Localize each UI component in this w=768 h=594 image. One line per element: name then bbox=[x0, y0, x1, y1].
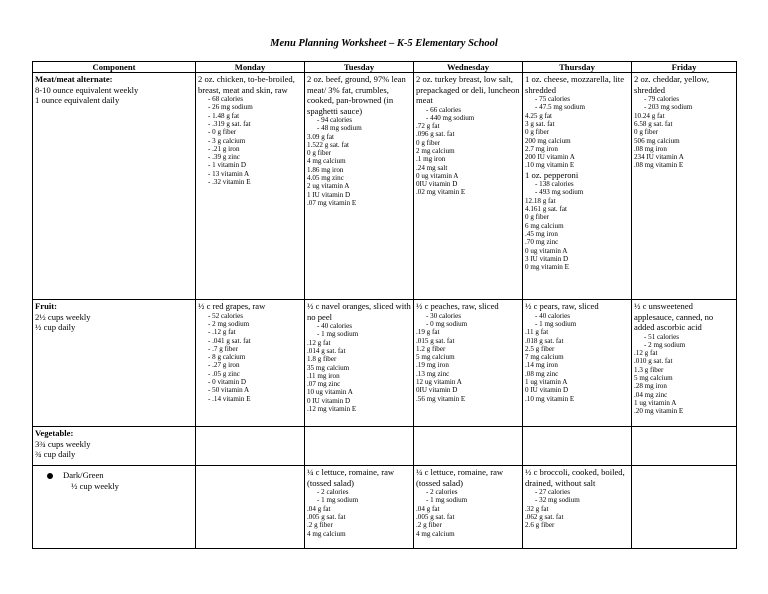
nutrient-value: 4.25 g fat bbox=[525, 111, 552, 120]
food-item: ¼ c lettuce, romaine, raw (tossed salad) bbox=[307, 467, 395, 488]
vegetable-wednesday-cell bbox=[414, 427, 523, 466]
nutrient-value: .12 g fat bbox=[634, 349, 658, 358]
nutrient-detail: - 48 mg sodium bbox=[307, 124, 411, 132]
nutrient-detail: - 40 calories bbox=[307, 322, 411, 330]
bullet-icon bbox=[47, 473, 53, 479]
food-item: ½ c unsweetened applesauce, canned, no added ascorbic acid bbox=[634, 301, 714, 333]
nutrient-detail: - .7 g fiber bbox=[198, 345, 302, 353]
nutrient-detail: - 2 mg sodium bbox=[634, 341, 734, 349]
nutrient-value: 35 mg calcium bbox=[307, 363, 350, 372]
nutrient-value: 200 mg calcium bbox=[525, 136, 571, 145]
nutrient-value: .015 g sat. fat bbox=[416, 336, 455, 345]
nutrient-value: .018 g sat. fat bbox=[525, 336, 564, 345]
nutrient-detail: - 2 mg sodium bbox=[198, 320, 302, 328]
nutrient-value: 1 ug vitamin A bbox=[634, 398, 677, 407]
nutrient-value: 234 IU vitamin A bbox=[634, 153, 684, 162]
fruit-wednesday-cell bbox=[414, 300, 523, 427]
vegetable-note: 3¾ cups weekly bbox=[35, 438, 91, 449]
nutrient-value: 4 mg calcium bbox=[416, 529, 455, 538]
nutrient-value: .12 mg vitamin E bbox=[307, 405, 357, 414]
nutrient-value: 506 mg calcium bbox=[634, 136, 680, 145]
nutrient-value: 10.24 g fat bbox=[634, 111, 665, 120]
nutrient-value: 7 mg calcium bbox=[525, 353, 564, 362]
nutrient-value: 6.58 g sat. fat bbox=[634, 120, 673, 128]
nutrient-value: 0 IU vitamin D bbox=[525, 386, 569, 395]
vegetable-friday-cell bbox=[632, 427, 737, 466]
nutrient-value: .005 g sat. fat bbox=[307, 513, 346, 521]
nutrient-detail: - 47.5 mg sodium bbox=[525, 103, 629, 111]
nutrient-detail: - 0 mg sodium bbox=[416, 320, 520, 328]
meat-wednesday-cell bbox=[414, 73, 523, 300]
nutrient-detail: - 0 g fiber bbox=[198, 128, 302, 136]
dark-green-note: ½ cup weekly bbox=[71, 480, 119, 491]
nutrient-value: .02 mg vitamin E bbox=[416, 188, 466, 197]
nutrient-value: 10 ug vitamin A bbox=[307, 388, 353, 397]
nutrient-value: .08 mg zinc bbox=[525, 369, 559, 378]
nutrient-value: 4.05 mg zinc bbox=[307, 174, 344, 182]
nutrient-value: .11 mg iron bbox=[307, 371, 340, 380]
meat-monday-cell bbox=[196, 73, 305, 300]
nutrient-value: .04 g fat bbox=[416, 504, 440, 513]
nutrient-value: 2.5 g fiber bbox=[525, 344, 555, 353]
nutrient-value: 3 g sat. fat bbox=[525, 120, 555, 128]
meat-thursday-cell bbox=[523, 73, 632, 300]
nutrient-value: 0 g fiber bbox=[307, 149, 332, 158]
food-item: ½ c peaches, raw, sliced bbox=[416, 301, 499, 312]
nutrient-value: .72 g fat bbox=[416, 122, 440, 131]
dark-green-label: Dark/Green bbox=[63, 470, 104, 481]
nutrient-value: 4 mg calcium bbox=[307, 529, 346, 538]
nutrient-value: .10 mg vitamin E bbox=[525, 394, 575, 403]
nutrient-value: .20 mg vitamin E bbox=[634, 407, 684, 416]
fruit-tuesday-cell bbox=[305, 300, 414, 427]
nutrient-value: .010 g sat. fat bbox=[634, 357, 673, 366]
nutrient-value: 1.8 g fiber bbox=[307, 355, 337, 364]
nutrient-value: .005 g sat. fat bbox=[416, 513, 455, 521]
dark-green-wednesday-cell bbox=[414, 466, 523, 549]
food-item: ¼ c lettuce, romaine, raw (tossed salad) bbox=[416, 467, 504, 488]
nutrient-detail: - .14 vitamin E bbox=[198, 395, 302, 403]
nutrient-value: 6 mg calcium bbox=[525, 221, 564, 230]
food-item: 2 oz. cheddar, yellow, shredded bbox=[634, 74, 709, 95]
nutrient-detail: - 66 calories bbox=[416, 106, 520, 114]
meat-label: Meat/meat alternate: bbox=[35, 74, 113, 85]
dark-green-component-cell bbox=[33, 466, 196, 549]
nutrient-value: 0IU vitamin D bbox=[416, 180, 458, 189]
fruit-note: ½ cup daily bbox=[35, 322, 76, 333]
nutrient-detail: - 30 calories bbox=[416, 312, 520, 320]
food-item: ½ c pears, raw, sliced bbox=[525, 301, 599, 312]
nutrient-value: .07 mg zinc bbox=[307, 380, 341, 389]
nutrient-detail: - .21 g iron bbox=[198, 145, 302, 153]
nutrient-detail: - 203 mg sodium bbox=[634, 103, 734, 111]
nutrient-detail: - 1 mg sodium bbox=[416, 496, 520, 504]
nutrient-value: .096 g sat. fat bbox=[416, 130, 455, 139]
nutrient-detail: - .27 g iron bbox=[198, 361, 302, 369]
meat-tuesday-cell bbox=[305, 73, 414, 300]
nutrient-value: .56 mg vitamin E bbox=[416, 394, 466, 403]
nutrient-value: .19 g fat bbox=[416, 328, 440, 337]
nutrient-detail: - 2 calories bbox=[416, 488, 520, 496]
worksheet-title: Menu Planning Worksheet – K-5 Elementary School bbox=[270, 38, 498, 49]
nutrient-value: .70 mg zinc bbox=[525, 238, 559, 247]
nutrient-value: 2 ug vitamin A bbox=[307, 182, 350, 191]
food-item: ½ c navel oranges, sliced with no peel bbox=[307, 301, 411, 322]
nutrient-detail: - 493 mg sodium bbox=[525, 188, 629, 196]
fruit-note: 2½ cups weekly bbox=[35, 311, 91, 322]
nutrient-detail: - 52 calories bbox=[198, 312, 302, 320]
dark-green-thursday-cell bbox=[523, 466, 632, 549]
fruit-friday-cell bbox=[632, 300, 737, 427]
nutrient-value: .24 mg salt bbox=[416, 163, 448, 172]
header-wednesday: Wednesday bbox=[414, 62, 523, 73]
nutrient-detail: - .041 g sat. fat bbox=[198, 337, 302, 345]
nutrient-value: .07 mg vitamin E bbox=[307, 198, 357, 207]
nutrient-detail: - 75 calories bbox=[525, 95, 629, 103]
fruit-thursday-cell bbox=[523, 300, 632, 427]
fruit-component-cell bbox=[33, 300, 196, 427]
nutrient-detail: - 68 calories bbox=[198, 95, 302, 103]
nutrient-value: 0 g fiber bbox=[634, 128, 659, 137]
nutrient-detail: - 1 mg sodium bbox=[307, 496, 411, 504]
header-monday: Monday bbox=[196, 62, 305, 73]
meat-note: 1 ounce equivalent daily bbox=[35, 95, 120, 106]
nutrient-value: 0 g fiber bbox=[525, 213, 550, 222]
nutrient-detail: - 138 calories bbox=[525, 180, 629, 188]
nutrient-detail: - 27 calories bbox=[525, 488, 629, 496]
nutrient-value: 2 mg calcium bbox=[416, 147, 455, 155]
nutrient-value: .2 g fiber bbox=[416, 521, 442, 530]
nutrient-value: .04 mg zinc bbox=[634, 390, 668, 399]
nutrient-detail: - .05 g zinc bbox=[198, 370, 302, 378]
food-item: 2 oz. chicken, to-be-broiled, breast, meat and skin, raw bbox=[198, 74, 295, 95]
food-item: ½ c red grapes, raw bbox=[198, 301, 266, 312]
nutrient-detail: - 94 calories bbox=[307, 116, 411, 124]
nutrient-detail: - 0 vitamin D bbox=[198, 378, 302, 386]
nutrient-value: .32 g fat bbox=[525, 504, 549, 513]
header-tuesday: Tuesday bbox=[305, 62, 414, 73]
vegetable-monday-cell bbox=[196, 427, 305, 466]
nutrient-value: 1 ug vitamin A bbox=[525, 378, 568, 387]
nutrient-value: .062 g sat. fat bbox=[525, 513, 564, 521]
dark-green-monday-cell bbox=[196, 466, 305, 549]
meat-note: 8-10 ounce equivalent weekly bbox=[35, 84, 139, 95]
nutrient-detail: - 26 mg sodium bbox=[198, 103, 302, 111]
nutrient-detail: - .319 g sat. fat bbox=[198, 120, 302, 128]
nutrient-detail: - 440 mg sodium bbox=[416, 114, 520, 122]
food-item: 1 oz. pepperoni bbox=[525, 169, 579, 180]
nutrient-value: 2.6 g fiber bbox=[525, 521, 555, 530]
vegetable-label: Vegetable: bbox=[35, 428, 74, 439]
nutrient-detail: - 50 vitamin A bbox=[198, 386, 302, 394]
nutrient-detail: - 51 calories bbox=[634, 333, 734, 341]
nutrient-value: .2 g fiber bbox=[307, 521, 333, 530]
nutrient-value: 3.09 g fat bbox=[307, 132, 334, 141]
header-row bbox=[33, 62, 737, 73]
nutrient-value: 4.161 g sat. fat bbox=[525, 205, 567, 214]
nutrient-value: 4 mg calcium bbox=[307, 157, 346, 166]
nutrient-value: .10 mg vitamin E bbox=[525, 161, 575, 170]
nutrient-value: 0 ug vitamin A bbox=[416, 171, 459, 180]
nutrient-detail: - 1 mg sodium bbox=[307, 330, 411, 338]
menu-table bbox=[32, 61, 737, 549]
nutrient-value: .13 mg zinc bbox=[416, 369, 450, 378]
fruit-label: Fruit: bbox=[35, 301, 57, 312]
dark-green-label-line bbox=[35, 470, 193, 480]
nutrient-detail: - 13 vitamin A bbox=[198, 170, 302, 178]
nutrient-detail: - 3 g calcium bbox=[198, 137, 302, 145]
nutrient-value: .014 g sat. fat bbox=[307, 347, 346, 355]
nutrient-value: 1.3 g fiber bbox=[634, 365, 664, 374]
nutrient-value: .1 mg iron bbox=[416, 155, 446, 164]
nutrient-value: .28 mg iron bbox=[634, 382, 667, 391]
food-item: 1 oz. cheese, mozzarella, lite shredded bbox=[525, 74, 625, 95]
nutrient-value: 5 mg calcium bbox=[416, 353, 455, 362]
nutrient-value: 12 ug vitamin A bbox=[416, 378, 462, 387]
vegetable-row bbox=[33, 427, 737, 466]
nutrient-value: .08 mg iron bbox=[634, 144, 667, 153]
nutrient-detail: - 1.48 g fat bbox=[198, 112, 302, 120]
vegetable-note: ¾ cup daily bbox=[35, 449, 76, 460]
nutrient-value: 2.7 mg iron bbox=[525, 144, 558, 153]
meat-friday-cell bbox=[632, 73, 737, 300]
nutrient-value: .08 mg vitamin E bbox=[634, 161, 684, 170]
nutrient-value: 12.18 g fat bbox=[525, 196, 556, 205]
nutrient-detail: - 8 g calcium bbox=[198, 353, 302, 361]
nutrient-value: 5 mg calcium bbox=[634, 374, 673, 382]
nutrient-detail: - 79 calories bbox=[634, 95, 734, 103]
nutrient-detail: - 1 mg sodium bbox=[525, 320, 629, 328]
nutrient-detail: - 32 mg sodium bbox=[525, 496, 629, 504]
nutrient-value: .11 g fat bbox=[525, 328, 549, 337]
nutrient-detail: - .32 vitamin E bbox=[198, 178, 302, 186]
nutrient-value: 0 g fiber bbox=[416, 138, 441, 147]
header-thursday: Thursday bbox=[523, 62, 632, 73]
nutrient-value: .14 mg iron bbox=[525, 361, 558, 370]
nutrient-detail: - 40 calories bbox=[525, 312, 629, 320]
vegetable-thursday-cell bbox=[523, 427, 632, 466]
nutrient-value: 1.2 g fiber bbox=[416, 344, 446, 353]
nutrient-value: 1.86 mg iron bbox=[307, 165, 344, 174]
nutrient-value: .04 g fat bbox=[307, 504, 331, 513]
vegetable-component-cell bbox=[33, 427, 196, 466]
nutrient-value: .45 mg iron bbox=[525, 229, 558, 238]
vegetable-tuesday-cell bbox=[305, 427, 414, 466]
nutrient-value: .19 mg iron bbox=[416, 361, 449, 370]
nutrient-detail: - .39 g zinc bbox=[198, 153, 302, 161]
nutrient-value: 3 IU vitamin D bbox=[525, 254, 569, 263]
food-item: ½ c broccoli, cooked, boiled, drained, without salt bbox=[525, 467, 625, 488]
nutrient-value: 0IU vitamin D bbox=[416, 386, 458, 395]
nutrient-detail: - 2 calories bbox=[307, 488, 411, 496]
meat-component-cell bbox=[33, 73, 196, 300]
nutrient-value: 0 IU vitamin D bbox=[307, 396, 351, 405]
header-friday: Friday bbox=[632, 62, 737, 73]
dark-green-row bbox=[33, 466, 737, 549]
nutrient-value: 200 IU vitamin A bbox=[525, 153, 575, 162]
nutrient-value: 0 mg vitamin E bbox=[525, 263, 569, 272]
nutrient-value: 0 g fiber bbox=[525, 128, 550, 137]
food-item: 2 oz. beef, ground, 97% lean meat/ 3% fat, crumbles, cooked, pan-browned (in spaghetti sauce) bbox=[307, 74, 406, 116]
nutrient-value: .12 g fat bbox=[307, 338, 331, 347]
food-item: 2 oz. turkey breast, low salt, prepackaged or deli, luncheon meat bbox=[416, 74, 520, 106]
nutrient-value: 1 IU vitamin D bbox=[307, 190, 351, 199]
dark-green-friday-cell bbox=[632, 466, 737, 549]
nutrient-value: 1.522 g sat. fat bbox=[307, 140, 349, 149]
nutrient-detail: - .12 g fat bbox=[198, 328, 302, 336]
header-component: Component bbox=[33, 62, 196, 73]
meat-row bbox=[33, 73, 737, 300]
nutrient-detail: - 1 vitamin D bbox=[198, 161, 302, 169]
fruit-monday-cell bbox=[196, 300, 305, 427]
nutrient-value: 0 ug vitamin A bbox=[525, 246, 568, 255]
fruit-row bbox=[33, 300, 737, 427]
dark-green-tuesday-cell bbox=[305, 466, 414, 549]
